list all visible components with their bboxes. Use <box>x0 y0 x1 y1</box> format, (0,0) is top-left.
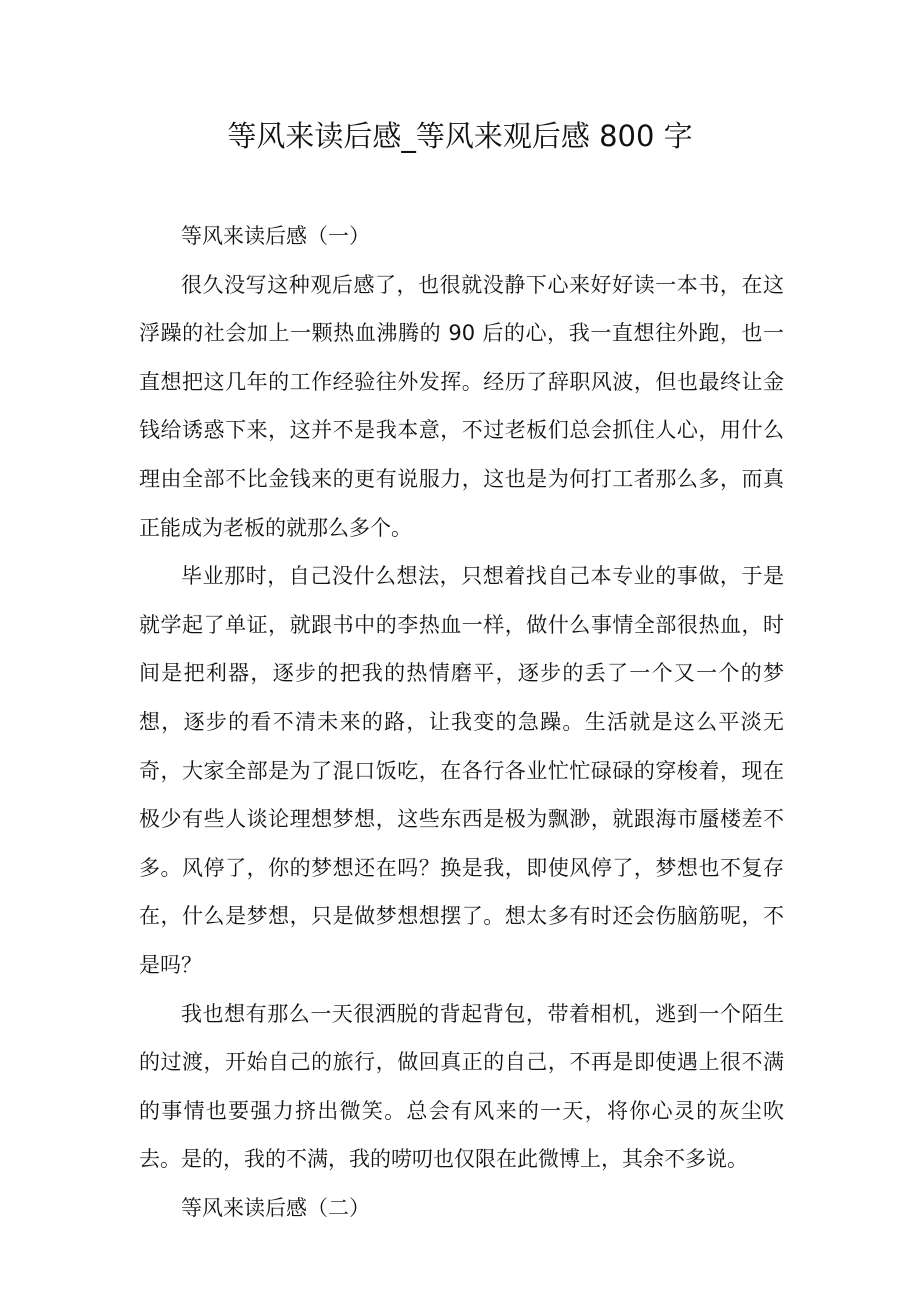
paragraph: 我也想有那么一天很洒脱的背起背包，带着相机，逃到一个陌生的过渡，开始自己的旅行，做回真正的自己，不再是即使遇上很不满的事情也要强力挤出微笑。总会有风来的一天，将你心灵的灰尘吹去。是的，我的不满，我的唠叨也仅限在此微博上，其余不多说。 <box>139 1001 784 1172</box>
document-body <box>139 212 784 1232</box>
paragraph: 很久没写这种观后感了，也很就没静下心来好好读一本书，在这浮躁的社会加上一颗热血沸腾的 90 后的心，我一直想往外跑，也一直想把这几年的工作经验往外发挥。经历了辞职风波，但也最终让金钱给诱惑下来，这并不是我本意，不过老板们总会抓住人心，用什么理由全部不比金钱来的更有说服力，这也是为何打工者那么多，而真正能成为老板的就那么多个。 <box>139 272 784 540</box>
section-heading: 等风来读后感（二） <box>181 1195 370 1220</box>
paragraph: 毕业那时，自己没什么想法，只想着找自己本专业的事做，于是就学起了单证，就跟书中的李热血一样，做什么事情全部很热血，时间是把利器，逐步的把我的热情磨平，逐步的丢了一个又一个的梦想，逐步的看不清未来的路，让我变的急躁。生活就是这么平淡无奇，大家全部是为了混口饭吃，在各行各业忙忙碌碌的穿梭着，现在极少有些人谈论理想梦想，这些东西是极为飘渺，就跟海市蜃楼差不多。风停了，你的梦想还在吗？换是我，即使风停了，梦想也不复存在，什么是梦想，只是做梦想想摆了。想太多有时还会伤脑筋呢，不是吗？ <box>139 564 784 977</box>
section-heading: 等风来读后感（一） <box>181 224 370 248</box>
document-title: 等风来读后感_等风来观后感 800 字 <box>227 119 693 153</box>
